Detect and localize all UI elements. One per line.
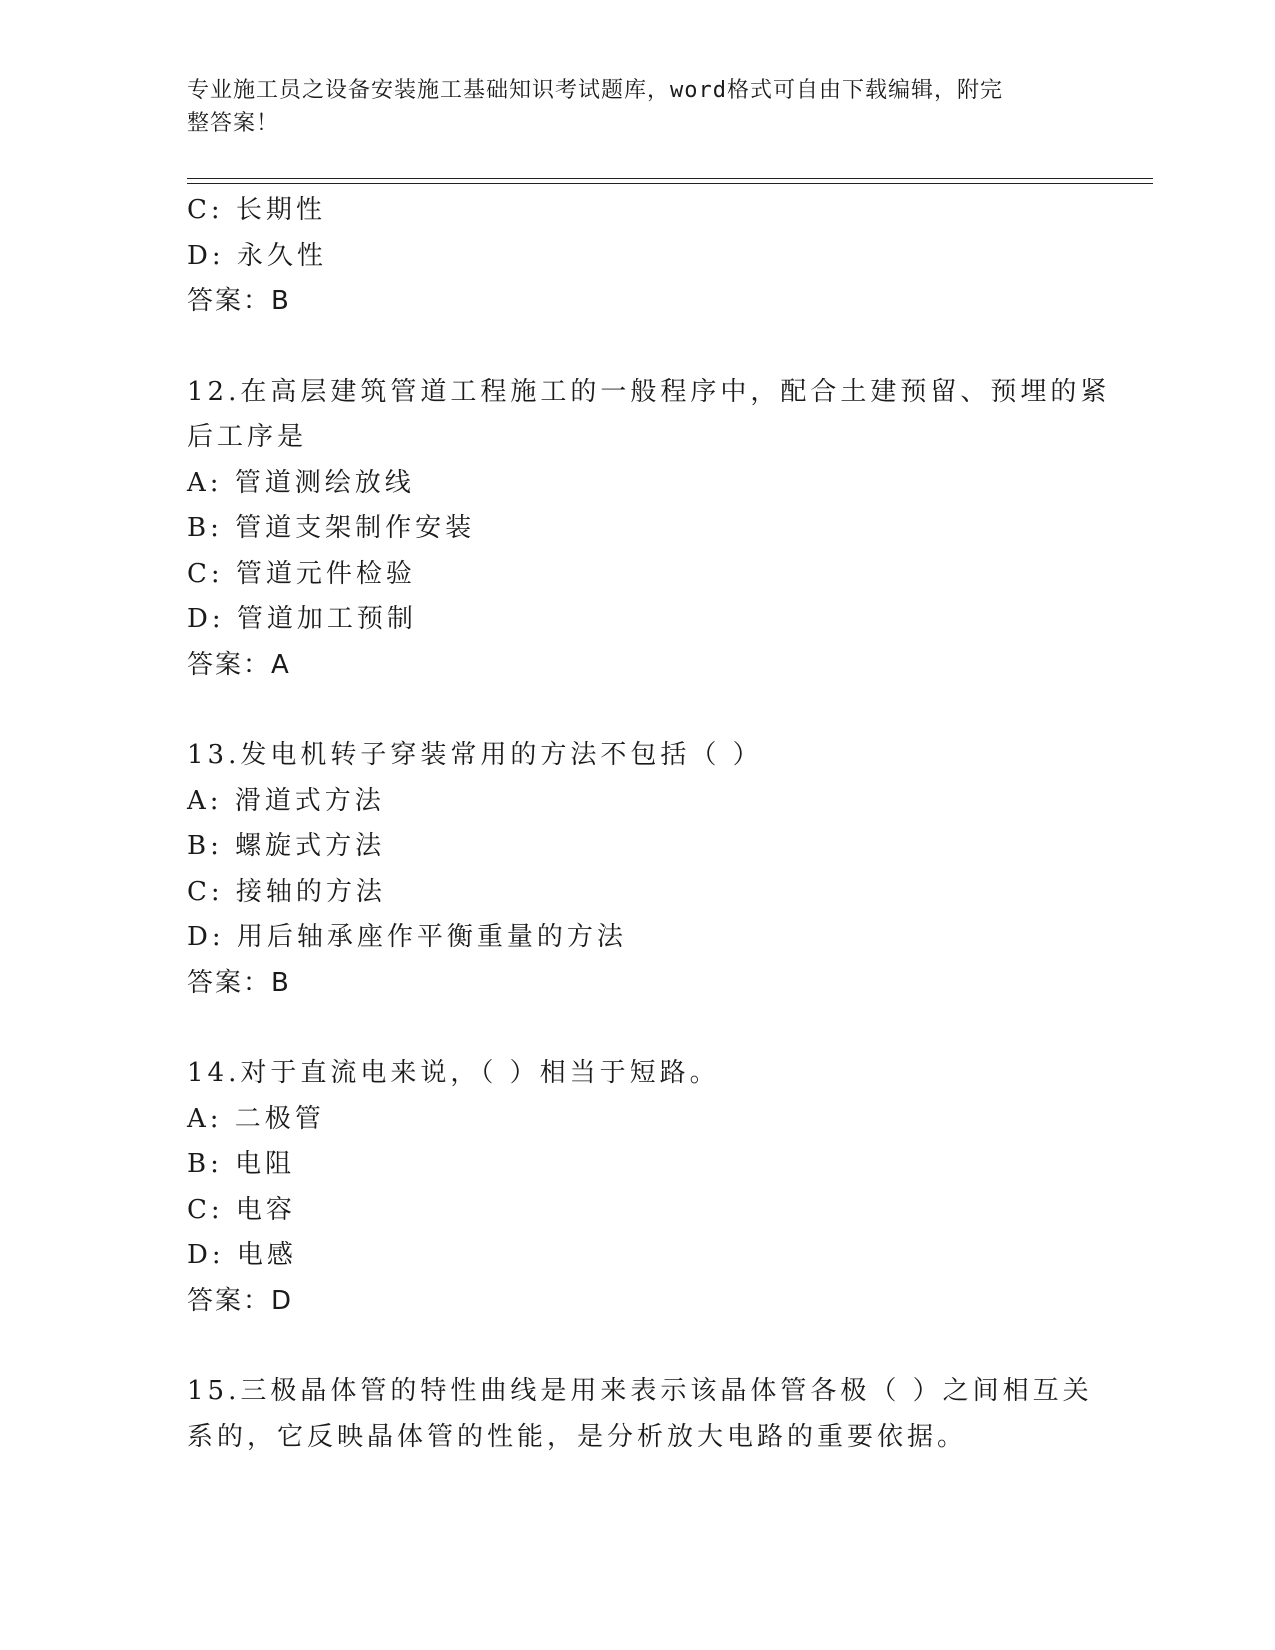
option-d: D: 电感 — [187, 1240, 297, 1270]
question-15 — [187, 1369, 1093, 1460]
option-c: C: 管道元件检验 — [187, 558, 416, 589]
option-a: A: 二极管 — [187, 1103, 325, 1134]
question-stem: 15.三极晶体管的特性曲线是用来表示该晶体管各极（ ）之间相互关 — [187, 1376, 1093, 1406]
answer-line: 答案：D — [187, 1285, 294, 1316]
header-divider-top — [187, 178, 1153, 179]
option-c: C: 长期性 — [187, 195, 326, 225]
option-a: A: 滑道式方法 — [187, 785, 385, 816]
question-stem: 13.发电机转子穿装常用的方法不包括（ ） — [187, 740, 763, 770]
header-divider-bottom — [187, 183, 1153, 184]
question-11-fragment — [187, 188, 1087, 325]
spacer — [187, 1006, 1087, 1051]
option-b: B: 电阻 — [187, 1149, 296, 1179]
option-c: C: 电容 — [187, 1194, 296, 1225]
answer-line: 答案：B — [187, 967, 291, 998]
header-line-2: 整答案！ — [187, 111, 280, 136]
question-stem-continued: 系的，它反映晶体管的性能，是分析放大电路的重要依据。 — [187, 1421, 968, 1452]
question-14 — [187, 1051, 1087, 1324]
option-d: D: 用后轴承座作平衡重量的方法 — [187, 922, 627, 952]
document-header — [187, 74, 1067, 140]
answer-line: 答案：B — [187, 286, 291, 316]
option-b: B: 管道支架制作安装 — [187, 513, 476, 543]
question-stem-continued: 后工序是 — [187, 422, 308, 452]
spacer — [187, 688, 1087, 733]
question-12 — [187, 370, 1111, 689]
answer-line: 答案：A — [187, 649, 291, 680]
option-a: A: 管道测绘放线 — [187, 467, 415, 498]
header-line-1: 专业施工员之设备安装施工基础知识考试题库，word格式可自由下载编辑，附完 — [187, 78, 1003, 103]
question-13 — [187, 733, 1087, 1006]
question-stem: 12.在高层建筑管道工程施工的一般程序中，配合土建预留、预埋的紧 — [187, 376, 1111, 407]
option-b: B: 螺旋式方法 — [187, 831, 386, 861]
spacer — [187, 325, 1087, 370]
option-c: C: 接轴的方法 — [187, 876, 386, 907]
option-d: D: 永久性 — [187, 240, 327, 271]
spacer — [187, 1324, 1087, 1369]
question-list — [187, 188, 1111, 1460]
question-stem: 14.对于直流电来说，（ ）相当于短路。 — [187, 1058, 720, 1088]
option-d: D: 管道加工预制 — [187, 604, 417, 634]
